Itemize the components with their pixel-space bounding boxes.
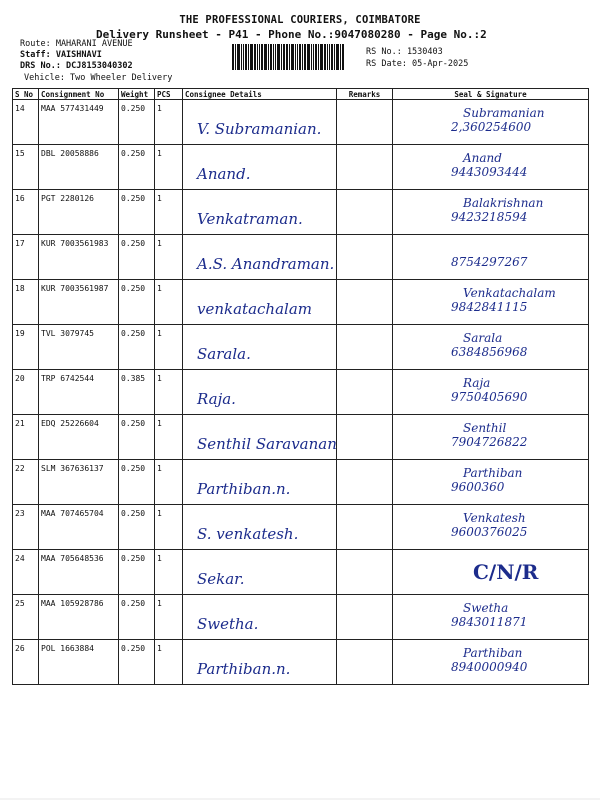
row-consignment-no: POL 1663884: [39, 640, 119, 685]
row-consignment-no: MAA 705648536: [39, 550, 119, 595]
row-signature: [393, 235, 589, 280]
row-pcs: 1: [155, 415, 183, 460]
table-row: [13, 370, 589, 415]
row-sno: 16: [13, 190, 39, 235]
signature-phone: 9423218594: [451, 210, 528, 224]
row-weight: 0.250: [119, 595, 155, 640]
col-consignment: Consignment No: [39, 89, 119, 100]
table-row: [13, 100, 589, 145]
signature-name: Venkatesh: [463, 511, 526, 525]
row-pcs: 1: [155, 280, 183, 325]
table-row: [13, 505, 589, 550]
signature-name: Anand: [463, 151, 502, 165]
col-remarks: Remarks: [337, 89, 393, 100]
row-weight: 0.250: [119, 280, 155, 325]
row-sno: 20: [13, 370, 39, 415]
signature-phone: 2,360254600: [451, 120, 532, 134]
signature-phone: 8940000940: [451, 660, 528, 674]
row-consignment-no: PGT 2280126: [39, 190, 119, 235]
row-pcs: 1: [155, 550, 183, 595]
row-sno: 15: [13, 145, 39, 190]
row-signature: [393, 145, 589, 190]
table-row: [13, 550, 589, 595]
row-signature: [393, 370, 589, 415]
company-title: THE PROFESSIONAL COURIERS, COIMBATORE: [179, 14, 421, 26]
col-sno: S No: [13, 89, 39, 100]
row-weight: 0.250: [119, 100, 155, 145]
row-signature: [393, 100, 589, 145]
row-weight: 0.250: [119, 325, 155, 370]
col-consignee: Consignee Details: [183, 89, 337, 100]
signature-phone: 9750405690: [451, 390, 528, 404]
row-pcs: 1: [155, 325, 183, 370]
col-weight: Weight: [119, 89, 155, 100]
table-row: [13, 640, 589, 685]
handwritten-consignee-name: Parthiban.n.: [197, 660, 291, 678]
row-pcs: 1: [155, 100, 183, 145]
staff-label: Staff: VAISHNAVI: [20, 50, 102, 60]
row-remarks: [337, 505, 393, 550]
row-remarks: [337, 235, 393, 280]
signature-name: Senthil: [463, 421, 507, 435]
rs-number: RS No.: 1530403: [366, 47, 443, 57]
barcode-image: [232, 44, 360, 70]
signature-phone: 9842841115: [451, 300, 528, 314]
row-weight: 0.385: [119, 370, 155, 415]
row-sno: 26: [13, 640, 39, 685]
row-pcs: 1: [155, 190, 183, 235]
table-row: [13, 145, 589, 190]
row-remarks: [337, 460, 393, 505]
row-pcs: 1: [155, 460, 183, 505]
handwritten-consignee-name: Senthil Saravanan: [197, 435, 337, 453]
col-pcs: PCS: [155, 89, 183, 100]
row-sno: 18: [13, 280, 39, 325]
row-signature: [393, 190, 589, 235]
row-remarks: [337, 100, 393, 145]
signature-name: Venkatachalam: [463, 286, 556, 300]
signature-phone: 6384856968: [451, 345, 528, 359]
handwritten-consignee-name: Sekar.: [197, 570, 245, 588]
handwritten-consignee-name: S. venkatesh.: [197, 525, 299, 543]
row-consignment-no: EDQ 25226604: [39, 415, 119, 460]
handwritten-consignee-name: Swetha.: [197, 615, 259, 633]
row-consignee: [183, 100, 337, 145]
signature-name: Parthiban: [463, 466, 523, 480]
row-sno: 22: [13, 460, 39, 505]
table-row: [13, 325, 589, 370]
row-signature: [393, 640, 589, 685]
stamp-mark: C/N/R: [473, 560, 539, 584]
row-signature: [393, 505, 589, 550]
signature-phone: 8754297267: [451, 255, 528, 269]
table-header-row: [13, 89, 589, 100]
signature-name: Subramanian: [463, 106, 545, 120]
row-sno: 25: [13, 595, 39, 640]
row-remarks: [337, 370, 393, 415]
row-consignee: [183, 325, 337, 370]
runsheet-table: [12, 88, 589, 685]
row-sno: 14: [13, 100, 39, 145]
row-weight: 0.250: [119, 640, 155, 685]
row-consignee: [183, 460, 337, 505]
row-consignment-no: MAA 105928786: [39, 595, 119, 640]
row-consignee: [183, 235, 337, 280]
row-consignment-no: KUR 7003561983: [39, 235, 119, 280]
rs-date: RS Date: 05-Apr-2025: [366, 59, 469, 69]
row-signature: [393, 280, 589, 325]
table-row: [13, 235, 589, 280]
row-remarks: [337, 145, 393, 190]
row-weight: 0.250: [119, 415, 155, 460]
row-pcs: 1: [155, 505, 183, 550]
vehicle-label: Vehicle: Two Wheeler Delivery: [24, 73, 173, 83]
handwritten-consignee-name: Parthiban.n.: [197, 480, 291, 498]
row-remarks: [337, 190, 393, 235]
row-consignee: [183, 505, 337, 550]
row-weight: 0.250: [119, 190, 155, 235]
row-remarks: [337, 325, 393, 370]
row-sno: 23: [13, 505, 39, 550]
signature-name: Swetha: [463, 601, 509, 615]
table-row: [13, 280, 589, 325]
row-consignee: [183, 550, 337, 595]
row-consignee: [183, 595, 337, 640]
handwritten-consignee-name: venkatachalam: [197, 300, 312, 318]
row-weight: 0.250: [119, 235, 155, 280]
row-consignment-no: MAA 707465704: [39, 505, 119, 550]
row-remarks: [337, 550, 393, 595]
signature-phone: 9843011871: [451, 615, 528, 629]
row-pcs: 1: [155, 235, 183, 280]
table-row: [13, 190, 589, 235]
handwritten-consignee-name: Venkatraman.: [197, 210, 303, 228]
row-remarks: [337, 595, 393, 640]
row-consignee: [183, 145, 337, 190]
row-weight: 0.250: [119, 505, 155, 550]
signature-name: Balakrishnan: [463, 196, 544, 210]
row-signature: [393, 325, 589, 370]
row-weight: 0.250: [119, 460, 155, 505]
row-consignment-no: TVL 3079745: [39, 325, 119, 370]
handwritten-consignee-name: A.S. Anandraman.: [197, 255, 335, 273]
row-consignee: [183, 370, 337, 415]
row-consignment-no: SLM 367636137: [39, 460, 119, 505]
row-weight: 0.250: [119, 550, 155, 595]
signature-phone: 9600360: [451, 480, 505, 494]
row-consignee: [183, 415, 337, 460]
row-sno: 17: [13, 235, 39, 280]
signature-name: Parthiban: [463, 646, 523, 660]
handwritten-consignee-name: V. Subramanian.: [197, 120, 322, 138]
signature-phone: 9443093444: [451, 165, 528, 179]
row-sno: 19: [13, 325, 39, 370]
row-pcs: 1: [155, 640, 183, 685]
handwritten-consignee-name: Sarala.: [197, 345, 251, 363]
row-weight: 0.250: [119, 145, 155, 190]
table-row: [13, 415, 589, 460]
row-signature: [393, 415, 589, 460]
row-remarks: [337, 280, 393, 325]
row-consignee: [183, 280, 337, 325]
row-consignment-no: KUR 7003561987: [39, 280, 119, 325]
row-pcs: 1: [155, 370, 183, 415]
row-consignment-no: DBL 20058886: [39, 145, 119, 190]
signature-name: Raja: [463, 376, 491, 390]
handwritten-consignee-name: Anand.: [197, 165, 251, 183]
table-row: [13, 460, 589, 505]
row-remarks: [337, 640, 393, 685]
signature-phone: 7904726822: [451, 435, 528, 449]
row-sno: 24: [13, 550, 39, 595]
row-consignee: [183, 640, 337, 685]
col-signature: Seal & Signature: [393, 89, 589, 100]
row-remarks: [337, 415, 393, 460]
drs-number: DRS No.: DCJ8153040302: [20, 61, 133, 71]
row-pcs: 1: [155, 595, 183, 640]
row-sno: 21: [13, 415, 39, 460]
signature-phone: 9600376025: [451, 525, 528, 539]
row-consignee: [183, 190, 337, 235]
row-signature: [393, 460, 589, 505]
route-label: Route: MAHARANI AVENUE: [20, 39, 133, 49]
row-consignment-no: MAA 577431449: [39, 100, 119, 145]
row-consignment-no: TRP 6742544: [39, 370, 119, 415]
runsheet-title: Delivery Runsheet - P41 - Phone No.:9047080280 - Page No.:2: [96, 28, 487, 41]
handwritten-consignee-name: Raja.: [197, 390, 236, 408]
row-signature: [393, 595, 589, 640]
row-signature: [393, 550, 589, 595]
table-row: [13, 595, 589, 640]
signature-name: Sarala: [463, 331, 503, 345]
row-pcs: 1: [155, 145, 183, 190]
